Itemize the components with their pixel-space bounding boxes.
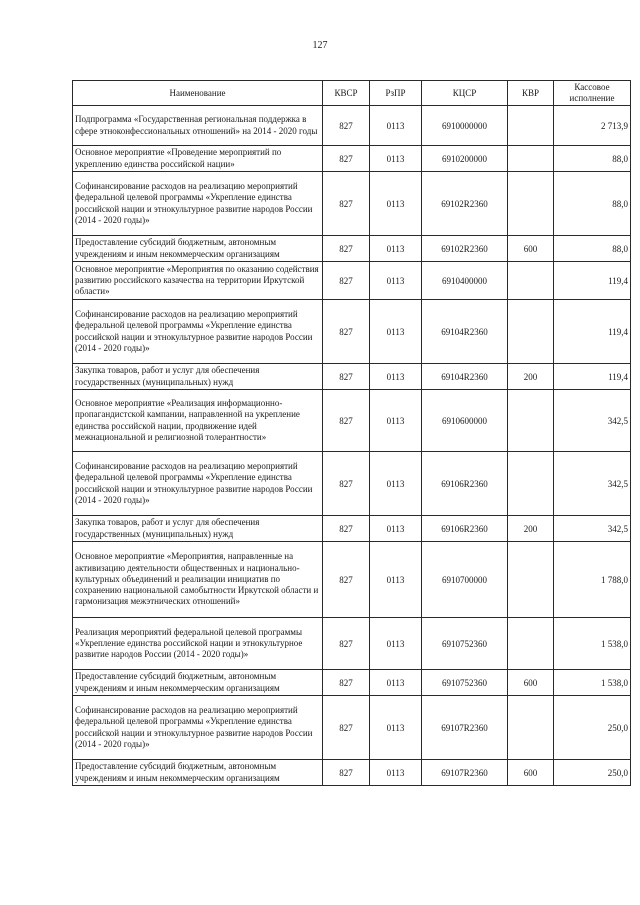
kcsr-cell: 6910700000: [422, 542, 508, 618]
kvr-cell: [508, 172, 554, 236]
amount-cell: 1 788,0: [554, 542, 631, 618]
kvsr-cell: 827: [323, 670, 370, 696]
kcsr-cell: 69106R2360: [422, 516, 508, 542]
kvsr-cell: 827: [323, 236, 370, 262]
name-cell: Предоставление субсидий бюджетным, автономным учреждениям и иным некоммерческим организациям: [73, 760, 323, 786]
kcsr-cell: 6910752360: [422, 618, 508, 670]
name-cell: Софинансирование расходов на реализацию мероприятий федеральной целевой программы «Укрепление единства российской нации и этнокультурное развитие народов России (2014 - 2020 годы)»: [73, 452, 323, 516]
kvr-cell: [508, 390, 554, 452]
kvr-cell: [508, 262, 554, 300]
amount-cell: 1 538,0: [554, 670, 631, 696]
name-cell: Софинансирование расходов на реализацию мероприятий федеральной целевой программы «Укрепление единства российской нации и этнокультурное развитие народов России (2014 - 2020 годы)»: [73, 172, 323, 236]
kcsr-cell: 69107R2360: [422, 760, 508, 786]
table-row: [73, 542, 631, 618]
kvr-cell: 200: [508, 516, 554, 542]
kvsr-cell: 827: [323, 452, 370, 516]
kcsr-cell: 69104R2360: [422, 300, 508, 364]
rzpr-cell: 0113: [370, 172, 422, 236]
header-name: Наименование: [73, 81, 323, 106]
rzpr-cell: 0113: [370, 364, 422, 390]
table-row: [73, 452, 631, 516]
name-cell: Основное мероприятие «Мероприятия, направленные на активизацию деятельности общественных и национально-культурных объединений и реализации инициатив по сохранению национальной самобытности Иркутской области и гармонизация межэтнических отношений»: [73, 542, 323, 618]
name-cell: Реализация мероприятий федеральной целевой программы «Укрепление единства российской нации и этнокультурное развитие народов России (2014 - 2020 годы)»: [73, 618, 323, 670]
amount-cell: 88,0: [554, 172, 631, 236]
amount-cell: 250,0: [554, 760, 631, 786]
kcsr-cell: 69104R2360: [422, 364, 508, 390]
table-row: [73, 172, 631, 236]
amount-cell: 342,5: [554, 452, 631, 516]
kvsr-cell: 827: [323, 760, 370, 786]
kvr-cell: 200: [508, 364, 554, 390]
kcsr-cell: 6910752360: [422, 670, 508, 696]
kvsr-cell: 827: [323, 106, 370, 146]
rzpr-cell: 0113: [370, 542, 422, 618]
amount-cell: 119,4: [554, 300, 631, 364]
page-number: 127: [312, 40, 328, 51]
kvr-cell: 600: [508, 760, 554, 786]
name-cell: Подпрограмма «Государственная региональная поддержка в сфере этноконфессиональных отношений» на 2014 - 2020 годы: [73, 106, 323, 146]
rzpr-cell: 0113: [370, 760, 422, 786]
amount-cell: 119,4: [554, 262, 631, 300]
name-cell: Основное мероприятие «Проведение мероприятий по укреплению единства российской нации»: [73, 146, 323, 172]
kcsr-cell: 6910600000: [422, 390, 508, 452]
rzpr-cell: 0113: [370, 618, 422, 670]
amount-cell: 1 538,0: [554, 618, 631, 670]
table-row: [73, 300, 631, 364]
kvsr-cell: 827: [323, 262, 370, 300]
table-row: [73, 390, 631, 452]
kvsr-cell: 827: [323, 696, 370, 760]
rzpr-cell: 0113: [370, 696, 422, 760]
kvr-cell: 600: [508, 236, 554, 262]
kvsr-cell: 827: [323, 146, 370, 172]
kvsr-cell: 827: [323, 618, 370, 670]
table-row: [73, 618, 631, 670]
kvsr-cell: 827: [323, 300, 370, 364]
kcsr-cell: 69107R2360: [422, 696, 508, 760]
kvsr-cell: 827: [323, 364, 370, 390]
rzpr-cell: 0113: [370, 106, 422, 146]
kvr-cell: 600: [508, 670, 554, 696]
kvr-cell: [508, 452, 554, 516]
kcsr-cell: 69102R2360: [422, 172, 508, 236]
name-cell: Предоставление субсидий бюджетным, автономным учреждениям и иным некоммерческим организациям: [73, 236, 323, 262]
table-row: [73, 146, 631, 172]
name-cell: Закупка товаров, работ и услуг для обеспечения государственных (муниципальных) нужд: [73, 364, 323, 390]
header-rzpr: РзПР: [370, 81, 422, 106]
kvr-cell: [508, 300, 554, 364]
rzpr-cell: 0113: [370, 516, 422, 542]
table-row: [73, 760, 631, 786]
amount-cell: 2 713,9: [554, 106, 631, 146]
table-row: [73, 262, 631, 300]
amount-cell: 88,0: [554, 236, 631, 262]
kvr-cell: [508, 106, 554, 146]
name-cell: Основное мероприятие «Мероприятия по оказанию содействия развитию российского казачества на территории Иркутской области»: [73, 262, 323, 300]
name-cell: Софинансирование расходов на реализацию мероприятий федеральной целевой программы «Укрепление единства российской нации и этнокультурное развитие народов России (2014 - 2020 годы)»: [73, 300, 323, 364]
kvr-cell: [508, 146, 554, 172]
rzpr-cell: 0113: [370, 300, 422, 364]
kcsr-cell: 6910400000: [422, 262, 508, 300]
name-cell: Основное мероприятие «Реализация информационно-пропагандистской кампании, направленной на укрепление единства российской нации, продвижение идей межнациональной и религиозной толерантности»: [73, 390, 323, 452]
kvsr-cell: 827: [323, 542, 370, 618]
name-cell: Предоставление субсидий бюджетным, автономным учреждениям и иным некоммерческим организациям: [73, 670, 323, 696]
amount-cell: 119,4: [554, 364, 631, 390]
kvsr-cell: 827: [323, 390, 370, 452]
budget-table: [72, 80, 631, 786]
header-amount: Кассовое исполнение: [554, 81, 631, 106]
header-kvsr: КВСР: [323, 81, 370, 106]
kvsr-cell: 827: [323, 172, 370, 236]
name-cell: Закупка товаров, работ и услуг для обеспечения государственных (муниципальных) нужд: [73, 516, 323, 542]
table-body: [73, 106, 631, 786]
table-row: [73, 106, 631, 146]
table-header-row: [73, 81, 631, 106]
header-kvr: КВР: [508, 81, 554, 106]
header-kcsr: КЦСР: [422, 81, 508, 106]
table-row: [73, 516, 631, 542]
amount-cell: 342,5: [554, 390, 631, 452]
rzpr-cell: 0113: [370, 146, 422, 172]
kcsr-cell: 69106R2360: [422, 452, 508, 516]
rzpr-cell: 0113: [370, 452, 422, 516]
kvsr-cell: 827: [323, 516, 370, 542]
name-cell: Софинансирование расходов на реализацию мероприятий федеральной целевой программы «Укрепление единства российской нации и этнокультурное развитие народов России (2014 - 2020 годы)»: [73, 696, 323, 760]
rzpr-cell: 0113: [370, 262, 422, 300]
kcsr-cell: 6910000000: [422, 106, 508, 146]
rzpr-cell: 0113: [370, 390, 422, 452]
table-row: [73, 236, 631, 262]
rzpr-cell: 0113: [370, 670, 422, 696]
amount-cell: 250,0: [554, 696, 631, 760]
kcsr-cell: 6910200000: [422, 146, 508, 172]
table-row: [73, 696, 631, 760]
rzpr-cell: 0113: [370, 236, 422, 262]
kcsr-cell: 69102R2360: [422, 236, 508, 262]
amount-cell: 342,5: [554, 516, 631, 542]
kvr-cell: [508, 618, 554, 670]
amount-cell: 88,0: [554, 146, 631, 172]
kvr-cell: [508, 696, 554, 760]
table-row: [73, 364, 631, 390]
kvr-cell: [508, 542, 554, 618]
table-row: [73, 670, 631, 696]
